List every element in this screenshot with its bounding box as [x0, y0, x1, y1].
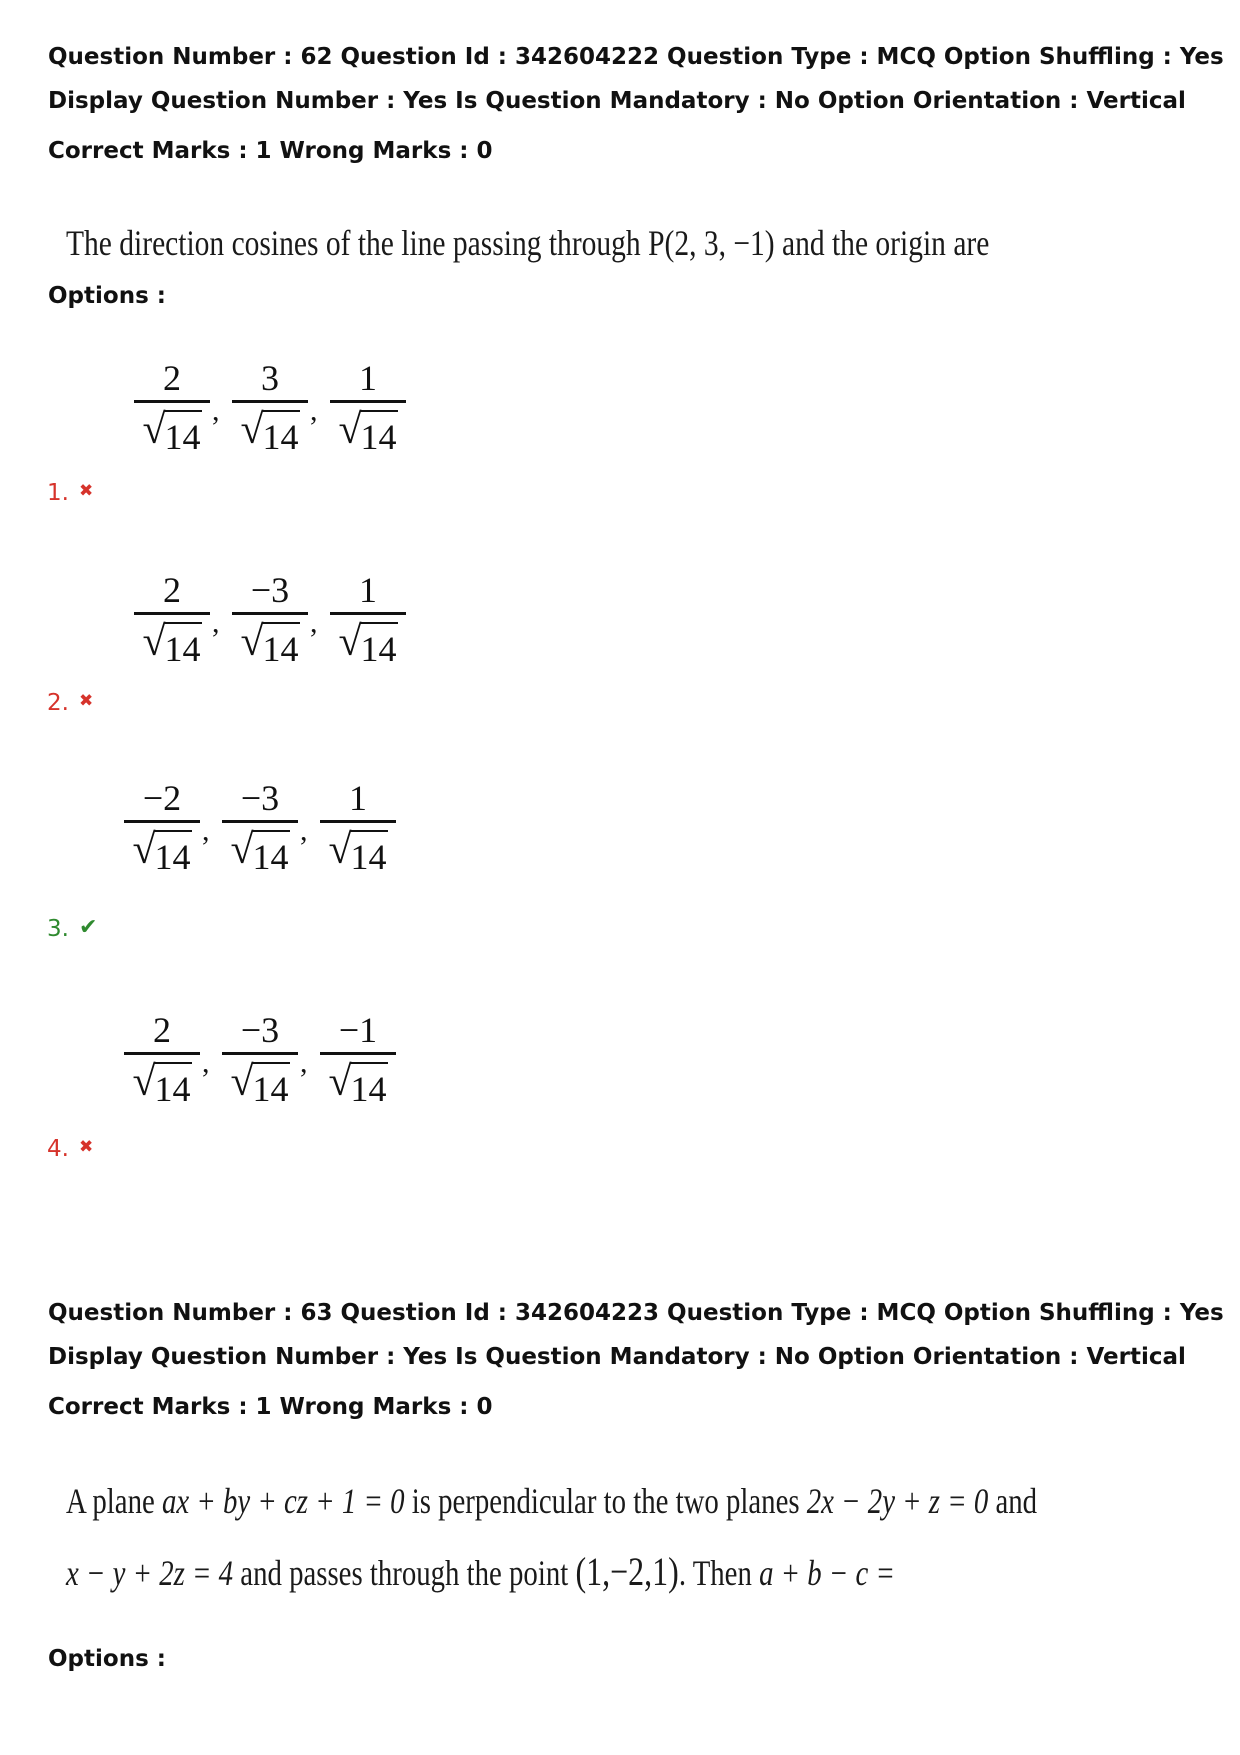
numerator: 2 [153, 1010, 171, 1050]
denominator [240, 403, 299, 457]
denominator [338, 615, 397, 669]
numerator: −3 [240, 1010, 280, 1050]
q62-option-3-number [47, 916, 97, 942]
option-number: 4. [47, 1136, 69, 1162]
denominator [230, 823, 289, 877]
comma: , [300, 1046, 308, 1079]
fraction [328, 568, 408, 669]
q62-meta-line1: Question Number : 62 Question Id : 342604222 Question Type : MCQ Option Shuffling : Yes [48, 44, 1224, 70]
check-icon: ✔ [78, 915, 98, 940]
q63-meta-line1: Question Number : 63 Question Id : 342604223 Question Type : MCQ Option Shuffling : Yes [48, 1300, 1224, 1326]
denominator [230, 1055, 289, 1109]
sqrt-icon: √ [338, 619, 362, 665]
radicand: 14 [252, 1062, 290, 1114]
q62-option-4-number [47, 1136, 93, 1162]
text: and passes through the point [233, 1553, 576, 1593]
sqrt-icon: √ [230, 827, 254, 873]
sqrt-icon: √ [142, 407, 166, 453]
denominator [328, 823, 387, 877]
radicand: 14 [252, 830, 290, 882]
sqrt-icon: √ [328, 1059, 352, 1105]
equation: 2x − 2y + z = 0 [806, 1481, 989, 1521]
numerator: −3 [240, 778, 280, 818]
fraction [230, 356, 310, 457]
q62-option-1-number [47, 480, 93, 506]
text: and [988, 1481, 1038, 1521]
sqrt-icon: √ [328, 827, 352, 873]
radicand: 14 [164, 410, 202, 462]
radicand: 14 [164, 622, 202, 674]
denominator [142, 403, 201, 457]
fraction [122, 1008, 202, 1109]
denominator [338, 403, 397, 457]
fraction [132, 568, 212, 669]
radicand: 14 [360, 622, 398, 674]
sqrt-icon: √ [338, 407, 362, 453]
numerator: 3 [261, 358, 279, 398]
radicand: 14 [154, 1062, 192, 1114]
q62-option-4-math [122, 1008, 398, 1109]
q62-question-text: The direction cosines of the line passing through P(2, 3, −1) and the origin are [66, 223, 990, 263]
denominator [240, 615, 299, 669]
radicand: 14 [350, 1062, 388, 1114]
comma: , [310, 394, 318, 427]
text: . Then [678, 1553, 760, 1593]
q63-meta-line2: Display Question Number : Yes Is Question Mandatory : No Option Orientation : Vertical [48, 1344, 1186, 1370]
radicand: 14 [262, 410, 300, 462]
denominator [132, 823, 191, 877]
sqrt-icon: √ [240, 407, 264, 453]
q63-meta-line3: Correct Marks : 1 Wrong Marks : 0 [48, 1394, 493, 1420]
fraction [220, 776, 300, 877]
denominator [132, 1055, 191, 1109]
denominator [142, 615, 201, 669]
fraction [122, 776, 202, 877]
q62-option-2-math [132, 568, 408, 669]
numerator: 2 [163, 570, 181, 610]
q63-options-label: Options : [48, 1646, 166, 1672]
equation: ax + by + cz + 1 = 0 [161, 1481, 405, 1521]
comma: , [300, 814, 308, 847]
text: is perpendicular to the two planes [404, 1481, 807, 1521]
q62-option-2-number [47, 690, 93, 716]
comma: , [212, 606, 220, 639]
point: (1,−2,1) [575, 1549, 679, 1594]
fraction [318, 1008, 398, 1109]
sqrt-icon: √ [132, 1059, 156, 1105]
equation: x − y + 2z = 4 [66, 1553, 234, 1593]
q63-question-line1 [66, 1480, 1037, 1522]
numerator: 1 [359, 358, 377, 398]
fraction [328, 356, 408, 457]
radicand: 14 [350, 830, 388, 882]
q62-options-label: Options : [48, 283, 166, 309]
comma: , [202, 1046, 210, 1079]
fraction [132, 356, 212, 457]
radicand: 14 [360, 410, 398, 462]
option-number: 3. [47, 916, 69, 942]
cross-icon: ✖ [78, 481, 94, 501]
numerator: −2 [142, 778, 182, 818]
q62-option-1-math [132, 356, 408, 457]
sqrt-icon: √ [240, 619, 264, 665]
comma: , [310, 606, 318, 639]
fraction [220, 1008, 300, 1109]
radicand: 14 [154, 830, 192, 882]
denominator [328, 1055, 387, 1109]
numerator: 2 [163, 358, 181, 398]
option-number: 2. [47, 690, 69, 716]
cross-icon: ✖ [78, 691, 94, 711]
q63-question-line2 [66, 1548, 895, 1595]
numerator: −1 [338, 1010, 378, 1050]
comma: , [202, 814, 210, 847]
q62-option-3-math [122, 776, 398, 877]
fraction [318, 776, 398, 877]
numerator: 1 [359, 570, 377, 610]
fraction [230, 568, 310, 669]
equation: a + b − c = [759, 1553, 895, 1593]
radicand: 14 [262, 622, 300, 674]
sqrt-icon: √ [230, 1059, 254, 1105]
text: A plane [66, 1481, 162, 1521]
sqrt-icon: √ [142, 619, 166, 665]
sqrt-icon: √ [132, 827, 156, 873]
q62-meta-line2: Display Question Number : Yes Is Question Mandatory : No Option Orientation : Vertical [48, 88, 1186, 114]
cross-icon: ✖ [78, 1137, 94, 1157]
q62-meta-line3: Correct Marks : 1 Wrong Marks : 0 [48, 138, 493, 164]
numerator: −3 [250, 570, 290, 610]
option-number: 1. [47, 480, 69, 506]
comma: , [212, 394, 220, 427]
numerator: 1 [349, 778, 367, 818]
